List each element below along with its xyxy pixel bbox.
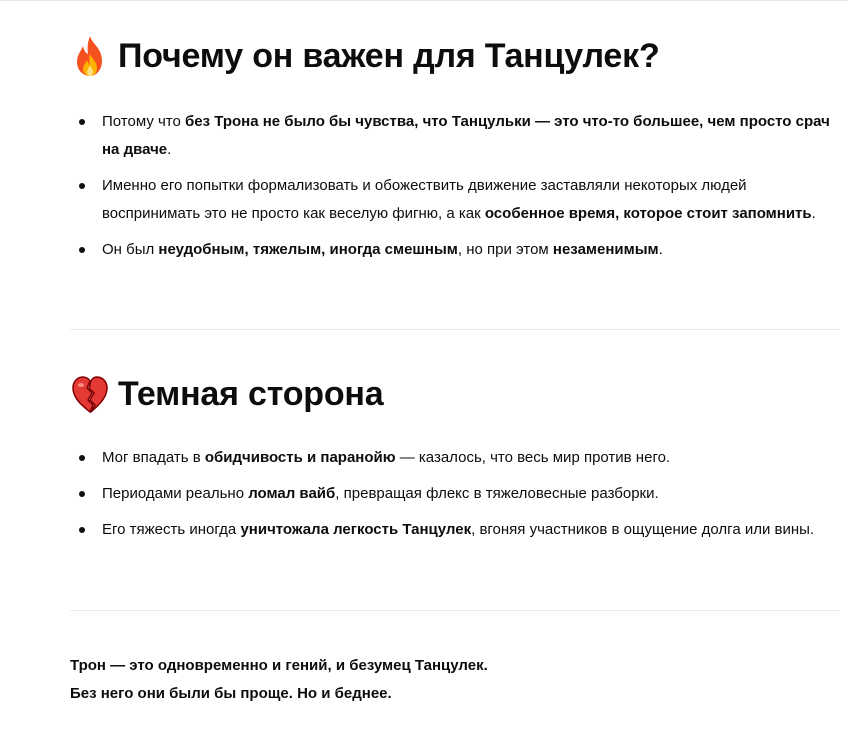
list-item: Именно его попытки формализовать и обожествить движение заставляли некоторых людей воспринимать это не просто как веселую фигню, а как особенное время, которое стоит запомнить. bbox=[70, 172, 840, 228]
closing-line-1: Трон — это одновременно и гений, и безумец Танцулек. bbox=[70, 657, 488, 674]
fire-icon bbox=[70, 34, 110, 78]
bullet-icon bbox=[79, 527, 85, 533]
section-dark-side-heading bbox=[70, 368, 840, 420]
bullet-icon bbox=[79, 491, 85, 497]
section-divider bbox=[70, 329, 840, 330]
list-item: Потому что без Трона не было бы чувства, что Танцульки — это что-то большее, чем просто срач на дваче. bbox=[70, 108, 840, 164]
bullet-icon bbox=[79, 247, 85, 253]
bullet-icon bbox=[79, 455, 85, 461]
closing-paragraph bbox=[70, 652, 840, 708]
bullet-icon bbox=[79, 183, 85, 189]
section-importance-heading bbox=[70, 30, 840, 82]
section-divider bbox=[70, 610, 840, 611]
section-importance bbox=[70, 30, 840, 272]
section-dark-side-list bbox=[70, 444, 840, 544]
broken-heart-icon bbox=[70, 372, 110, 416]
section-dark-side bbox=[70, 368, 840, 552]
section-importance-title: Почему он важен для Танцулек? bbox=[118, 37, 660, 75]
list-item: Мог впадать в обидчивость и паранойю — казалось, что весь мир против него. bbox=[70, 444, 840, 472]
bullet-icon bbox=[79, 119, 85, 125]
closing-line-2: Без него они были бы проще. Но и беднее. bbox=[70, 685, 392, 702]
list-item: Его тяжесть иногда уничтожала легкость Танцулек, вгоняя участников в ощущение долга или вины. bbox=[70, 516, 840, 544]
top-divider bbox=[0, 0, 848, 1]
list-item: Периодами реально ломал вайб, превращая флекс в тяжеловесные разборки. bbox=[70, 480, 840, 508]
section-importance-list bbox=[70, 108, 840, 264]
section-dark-side-title: Темная сторона bbox=[118, 375, 384, 413]
list-item: Он был неудобным, тяжелым, иногда смешным, но при этом незаменимым. bbox=[70, 236, 840, 264]
